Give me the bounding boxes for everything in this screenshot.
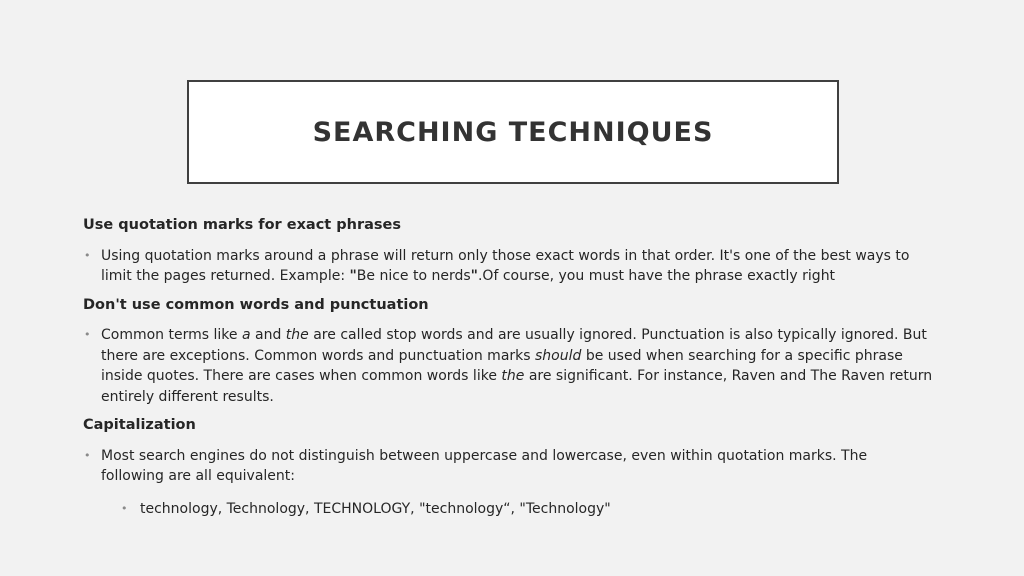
section-heading-common-words: Don't use common words and punctuation <box>83 296 429 313</box>
quote-open: " <box>349 268 357 284</box>
bullet-text: and <box>250 327 286 343</box>
sub-bullet-examples <box>83 499 933 520</box>
example-phrase: Be nice to nerds <box>356 268 471 284</box>
bullet-text: are significant. For instance, Raven and The Raven return entirely different results. <box>101 368 933 405</box>
bullet-dot-icon: • <box>84 248 91 262</box>
bullet-text-end: .Of course, you must have the phrase exactly right <box>477 268 836 284</box>
title-box <box>187 80 839 184</box>
bullet-text: Common terms like <box>101 327 242 343</box>
quote-close: " <box>470 268 478 284</box>
bullet-dot-icon: • <box>84 328 91 341</box>
italic-word: the <box>285 327 309 343</box>
italic-word: should <box>535 347 582 364</box>
bullet-capitalization <box>83 446 933 487</box>
bullet-text: are called stop words and are usually ignored. Punctuation is also typically ignored. But there are exceptions. Common words and punctuation marks <box>101 327 927 364</box>
slide-content <box>83 215 933 519</box>
bullet-text: Most search engines do not distinguish between uppercase and lowercase, even within quotation marks. The following are all equivalent: <box>101 447 868 484</box>
italic-word: a <box>241 327 251 343</box>
bullet-text: Using quotation marks around a phrase will return only those exact words in that order. It's one of the best ways to limit the pages returned. Example: <box>101 247 910 284</box>
sub-bullet-text: technology, Technology, TECHNOLOGY, "technology“, "Technology" <box>140 500 611 517</box>
bullet-dot-icon: • <box>84 448 91 462</box>
bullet-quotation <box>83 246 933 287</box>
bullet-dot-icon: • <box>121 501 128 515</box>
slide-title: SEARCHING TECHNIQUES <box>312 116 714 148</box>
bullet-text: be used when searching for a specific phrase inside quotes. There are cases when common words like <box>101 347 903 384</box>
italic-word: the <box>501 368 525 384</box>
section-heading-quotation: Use quotation marks for exact phrases <box>83 217 402 233</box>
bullet-common-words <box>83 325 933 407</box>
section-heading-capitalization: Capitalization <box>83 417 196 433</box>
